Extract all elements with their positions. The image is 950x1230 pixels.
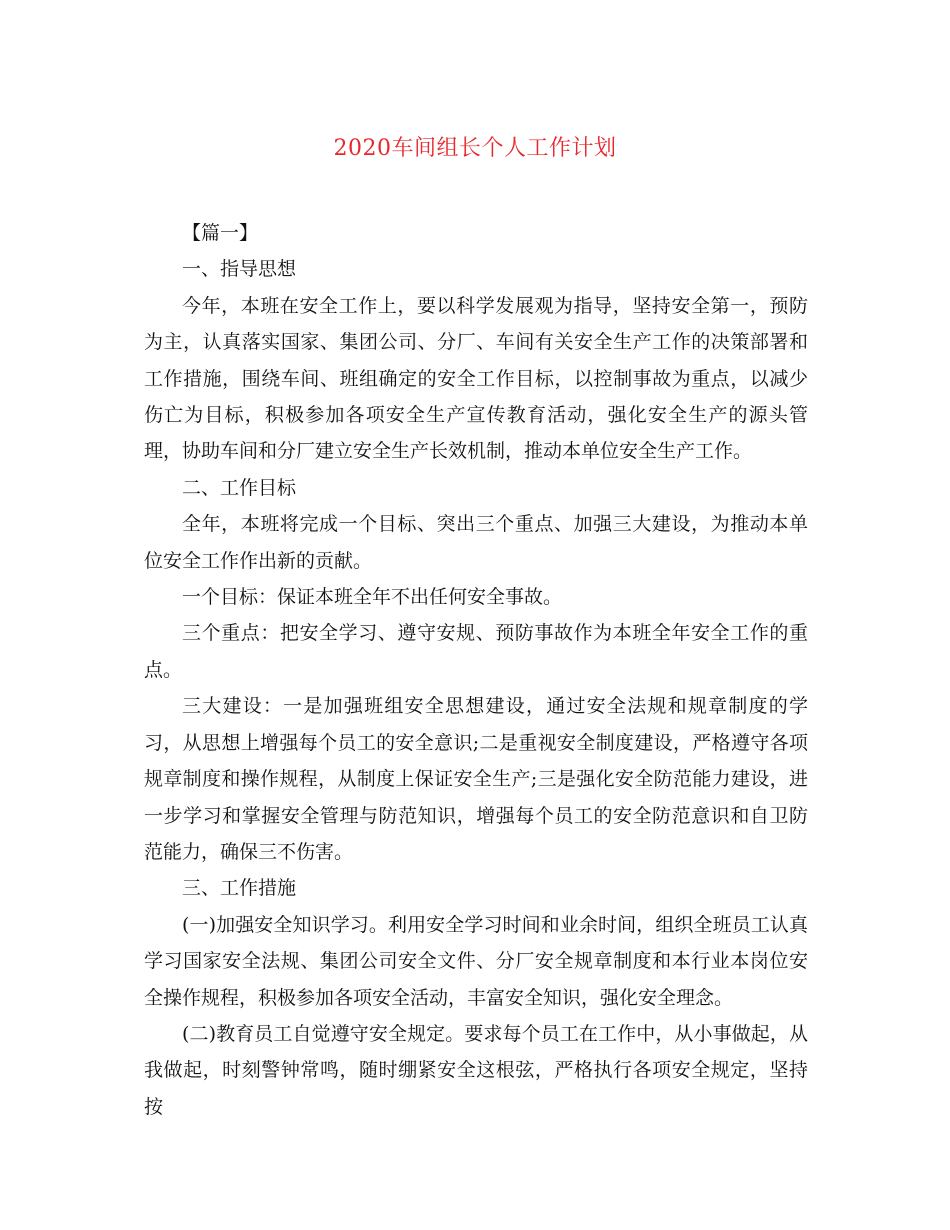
body-paragraph: 一个目标：保证本班全年不出任何安全事故。: [182, 586, 563, 609]
section-label: 【篇一】: [182, 222, 259, 244]
document-title: 2020车间组长个人工作计划: [333, 136, 617, 161]
document-body: [144, 215, 808, 1125]
body-paragraph: (二)教育员工自觉遵守安全规定。要求每个员工在工作中，从小事做起，从我做起，时刻警钟常鸣，随时绷紧安全这根弦，严格执行各项安全规定，坚持按: [144, 1022, 808, 1118]
section-heading: 二、工作目标: [182, 476, 297, 499]
body-paragraph: 三大建设：一是加强班组安全思想建设，通过安全法规和规章制度的学习，从思想上增强每个员工的安全意识;二是重视安全制度建设，严格遵守各项规章制度和操作规程，从制度上保证安全生产;三是强化安全防范能力建设，进一步学习和掌握安全管理与防范知识，增强每个员工的安全防范意识和自卫防范能力，确保三不伤害。: [144, 695, 808, 863]
body-paragraph: 今年，本班在安全工作上，要以科学发展观为指导，坚持安全第一，预防为主，认真落实国家、集团公司、分厂、车间有关安全生产工作的决策部署和工作措施，围绕车间、班组确定的安全工作目标，以控制事故为重点，以减少伤亡为目标，积极参加各项安全生产宣传教育活动，强化安全生产的源头管理，协助车间和分厂建立安全生产长效机制，推动本单位安全生产工作。: [144, 294, 808, 463]
body-paragraph: 全年，本班将完成一个目标、突出三个重点、加强三大建设，为推动本单位安全工作作出新的贡献。: [144, 513, 808, 572]
section-heading: 三、工作措施: [182, 877, 297, 900]
section-heading: 一、指导思想: [182, 258, 297, 281]
body-paragraph: 三个重点：把安全学习、遵守安规、预防事故作为本班全年安全工作的重点。: [144, 622, 808, 681]
body-paragraph: (一)加强安全知识学习。利用安全学习时间和业余时间，组织全班员工认真学习国家安全法规、集团公司安全文件、分厂安全规章制度和本行业本岗位安全操作规程，积极参加各项安全活动，丰富安全知识，强化安全理念。: [144, 913, 808, 1009]
